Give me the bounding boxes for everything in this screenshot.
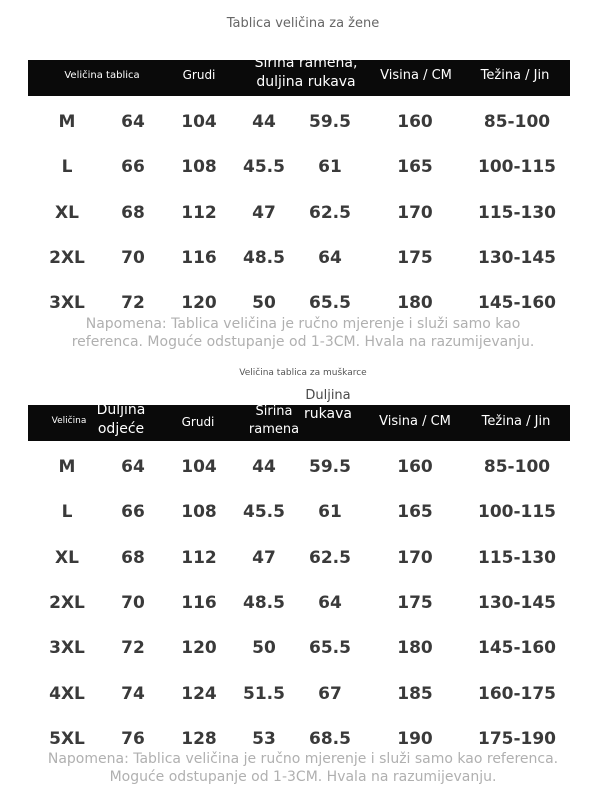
header-shoulder-width-1: Širina [255, 404, 293, 419]
cell-weight: 145-160 [477, 293, 557, 314]
cell-size: 3XL [49, 638, 85, 659]
cell-sleeve-length: 65.5 [309, 293, 351, 314]
cell-shoulder-width: 51.5 [243, 683, 285, 704]
cell-height: 165 [397, 157, 433, 178]
cell-weight: 160-175 [477, 683, 557, 704]
cell-sleeve-length: 61 [318, 502, 342, 523]
table-row [0, 593, 606, 633]
cell-size: XL [55, 202, 79, 223]
cell-weight: 85-100 [483, 112, 551, 132]
header-weight: Težina / Jin [481, 414, 551, 429]
header-size: Veličina [51, 416, 87, 426]
table-row [0, 638, 606, 678]
cell-shoulder-width: 47 [252, 547, 276, 568]
table-row [0, 112, 606, 152]
header-shoulder-width-2: ramena [248, 422, 300, 437]
cell-size: 2XL [49, 247, 85, 268]
women-table-title: Tablica veličina za žene [226, 16, 380, 31]
table-row [0, 457, 606, 497]
cell-garment-length: 70 [121, 592, 145, 613]
cell-sleeve-length: 59.5 [309, 457, 351, 477]
header-chest: Grudi [182, 68, 216, 82]
cell-chest: 104 [181, 457, 217, 477]
cell-weight: 175-190 [477, 728, 557, 749]
cell-garment-length: 74 [121, 683, 145, 704]
cell-size: L [61, 157, 73, 178]
table-row [0, 203, 606, 243]
cell-weight: 145-160 [477, 638, 557, 659]
cell-height: 180 [397, 638, 433, 659]
cell-garment-length: 64 [121, 112, 145, 132]
header-sleeve-length-2: rukava [304, 406, 352, 422]
cell-height: 160 [397, 457, 433, 477]
cell-chest: 112 [181, 202, 217, 223]
cell-sleeve-length: 68.5 [309, 728, 351, 749]
cell-shoulder-width: 45.5 [243, 157, 285, 178]
header-sleeve-length: duljina rukava [256, 74, 356, 90]
cell-size: 2XL [49, 592, 85, 613]
cell-garment-length: 76 [121, 728, 145, 749]
cell-weight: 130-145 [477, 247, 557, 268]
cell-shoulder-width: 48.5 [243, 247, 285, 268]
cell-shoulder-width: 53 [252, 728, 276, 749]
cell-sleeve-length: 62.5 [309, 202, 351, 223]
cell-garment-length: 70 [121, 247, 145, 268]
table-row [0, 248, 606, 288]
cell-weight: 115-130 [477, 202, 557, 223]
header-weight: Težina / Jin [480, 68, 550, 83]
cell-garment-length: 64 [121, 457, 145, 477]
table-row [0, 502, 606, 542]
men-table-title: Veličina tablica za muškarce [239, 368, 367, 378]
header-chest: Grudi [181, 415, 215, 429]
cell-size: XL [55, 547, 79, 568]
men-note-line-1: Napomena: Tablica veličina je ručno mjerenje i služi samo kao referenca. [47, 751, 559, 767]
cell-height: 190 [397, 728, 433, 749]
cell-chest: 128 [181, 728, 217, 749]
cell-chest: 116 [181, 247, 217, 268]
cell-size: 5XL [49, 728, 85, 749]
header-garment-length-1: Duljina [96, 402, 146, 418]
cell-sleeve-length: 64 [318, 592, 342, 613]
cell-sleeve-length: 62.5 [309, 547, 351, 568]
cell-height: 165 [397, 502, 433, 523]
cell-sleeve-length: 67 [318, 683, 342, 704]
cell-shoulder-width: 45.5 [243, 502, 285, 523]
women-note-line-2: referenca. Moguće odstupanje od 1-3CM. Hvala na razumijevanju. [71, 334, 535, 350]
header-garment-length-2: odjeće [97, 421, 145, 437]
cell-height: 170 [397, 202, 433, 223]
table-row [0, 157, 606, 197]
table-row [0, 548, 606, 588]
cell-garment-length: 68 [121, 202, 145, 223]
cell-weight: 100-115 [477, 157, 557, 178]
header-size-table: Veličina tablica [64, 70, 140, 81]
cell-size: 4XL [49, 683, 85, 704]
cell-height: 185 [397, 683, 433, 704]
cell-weight: 100-115 [477, 502, 557, 523]
cell-size: M [58, 112, 76, 132]
header-height: Visina / CM [379, 414, 451, 429]
cell-chest: 112 [181, 547, 217, 568]
men-note-line-2: Moguće odstupanje od 1-3CM. Hvala na razumijevanju. [109, 769, 497, 785]
cell-size: L [61, 502, 73, 523]
cell-garment-length: 72 [121, 638, 145, 659]
cell-weight: 130-145 [477, 592, 557, 613]
cell-garment-length: 66 [121, 157, 145, 178]
cell-sleeve-length: 64 [318, 247, 342, 268]
cell-sleeve-length: 61 [318, 157, 342, 178]
cell-height: 170 [397, 547, 433, 568]
cell-sleeve-length: 65.5 [309, 638, 351, 659]
cell-garment-length: 68 [121, 547, 145, 568]
cell-chest: 124 [181, 683, 217, 704]
women-header-bar [28, 55, 570, 96]
cell-height: 175 [397, 247, 433, 268]
cell-shoulder-width: 50 [252, 293, 276, 314]
cell-height: 175 [397, 592, 433, 613]
cell-size: M [58, 457, 76, 477]
cell-height: 160 [397, 112, 433, 132]
cell-garment-length: 72 [121, 293, 145, 314]
cell-garment-length: 66 [121, 502, 145, 523]
cell-chest: 116 [181, 592, 217, 613]
cell-height: 180 [397, 293, 433, 314]
cell-chest: 104 [181, 112, 217, 132]
cell-shoulder-width: 48.5 [243, 592, 285, 613]
cell-chest: 120 [181, 293, 217, 314]
cell-chest: 108 [181, 502, 217, 523]
cell-shoulder-width: 50 [252, 638, 276, 659]
cell-shoulder-width: 47 [252, 202, 276, 223]
cell-weight: 85-100 [483, 457, 551, 477]
cell-sleeve-length: 59.5 [309, 112, 351, 132]
header-sleeve-length-1: Duljina [305, 388, 351, 403]
cell-weight: 115-130 [477, 547, 557, 568]
cell-size: 3XL [49, 293, 85, 314]
cell-chest: 108 [181, 157, 217, 178]
women-note-line-1: Napomena: Tablica veličina je ručno mjerenje i služi samo kao [85, 316, 521, 332]
men-header-bar [28, 388, 570, 441]
cell-shoulder-width: 44 [252, 112, 276, 132]
cell-chest: 120 [181, 638, 217, 659]
header-shoulder-width: Širina ramena, [254, 55, 358, 71]
header-height: Visina / CM [380, 68, 452, 83]
cell-shoulder-width: 44 [252, 457, 276, 477]
table-row [0, 684, 606, 724]
